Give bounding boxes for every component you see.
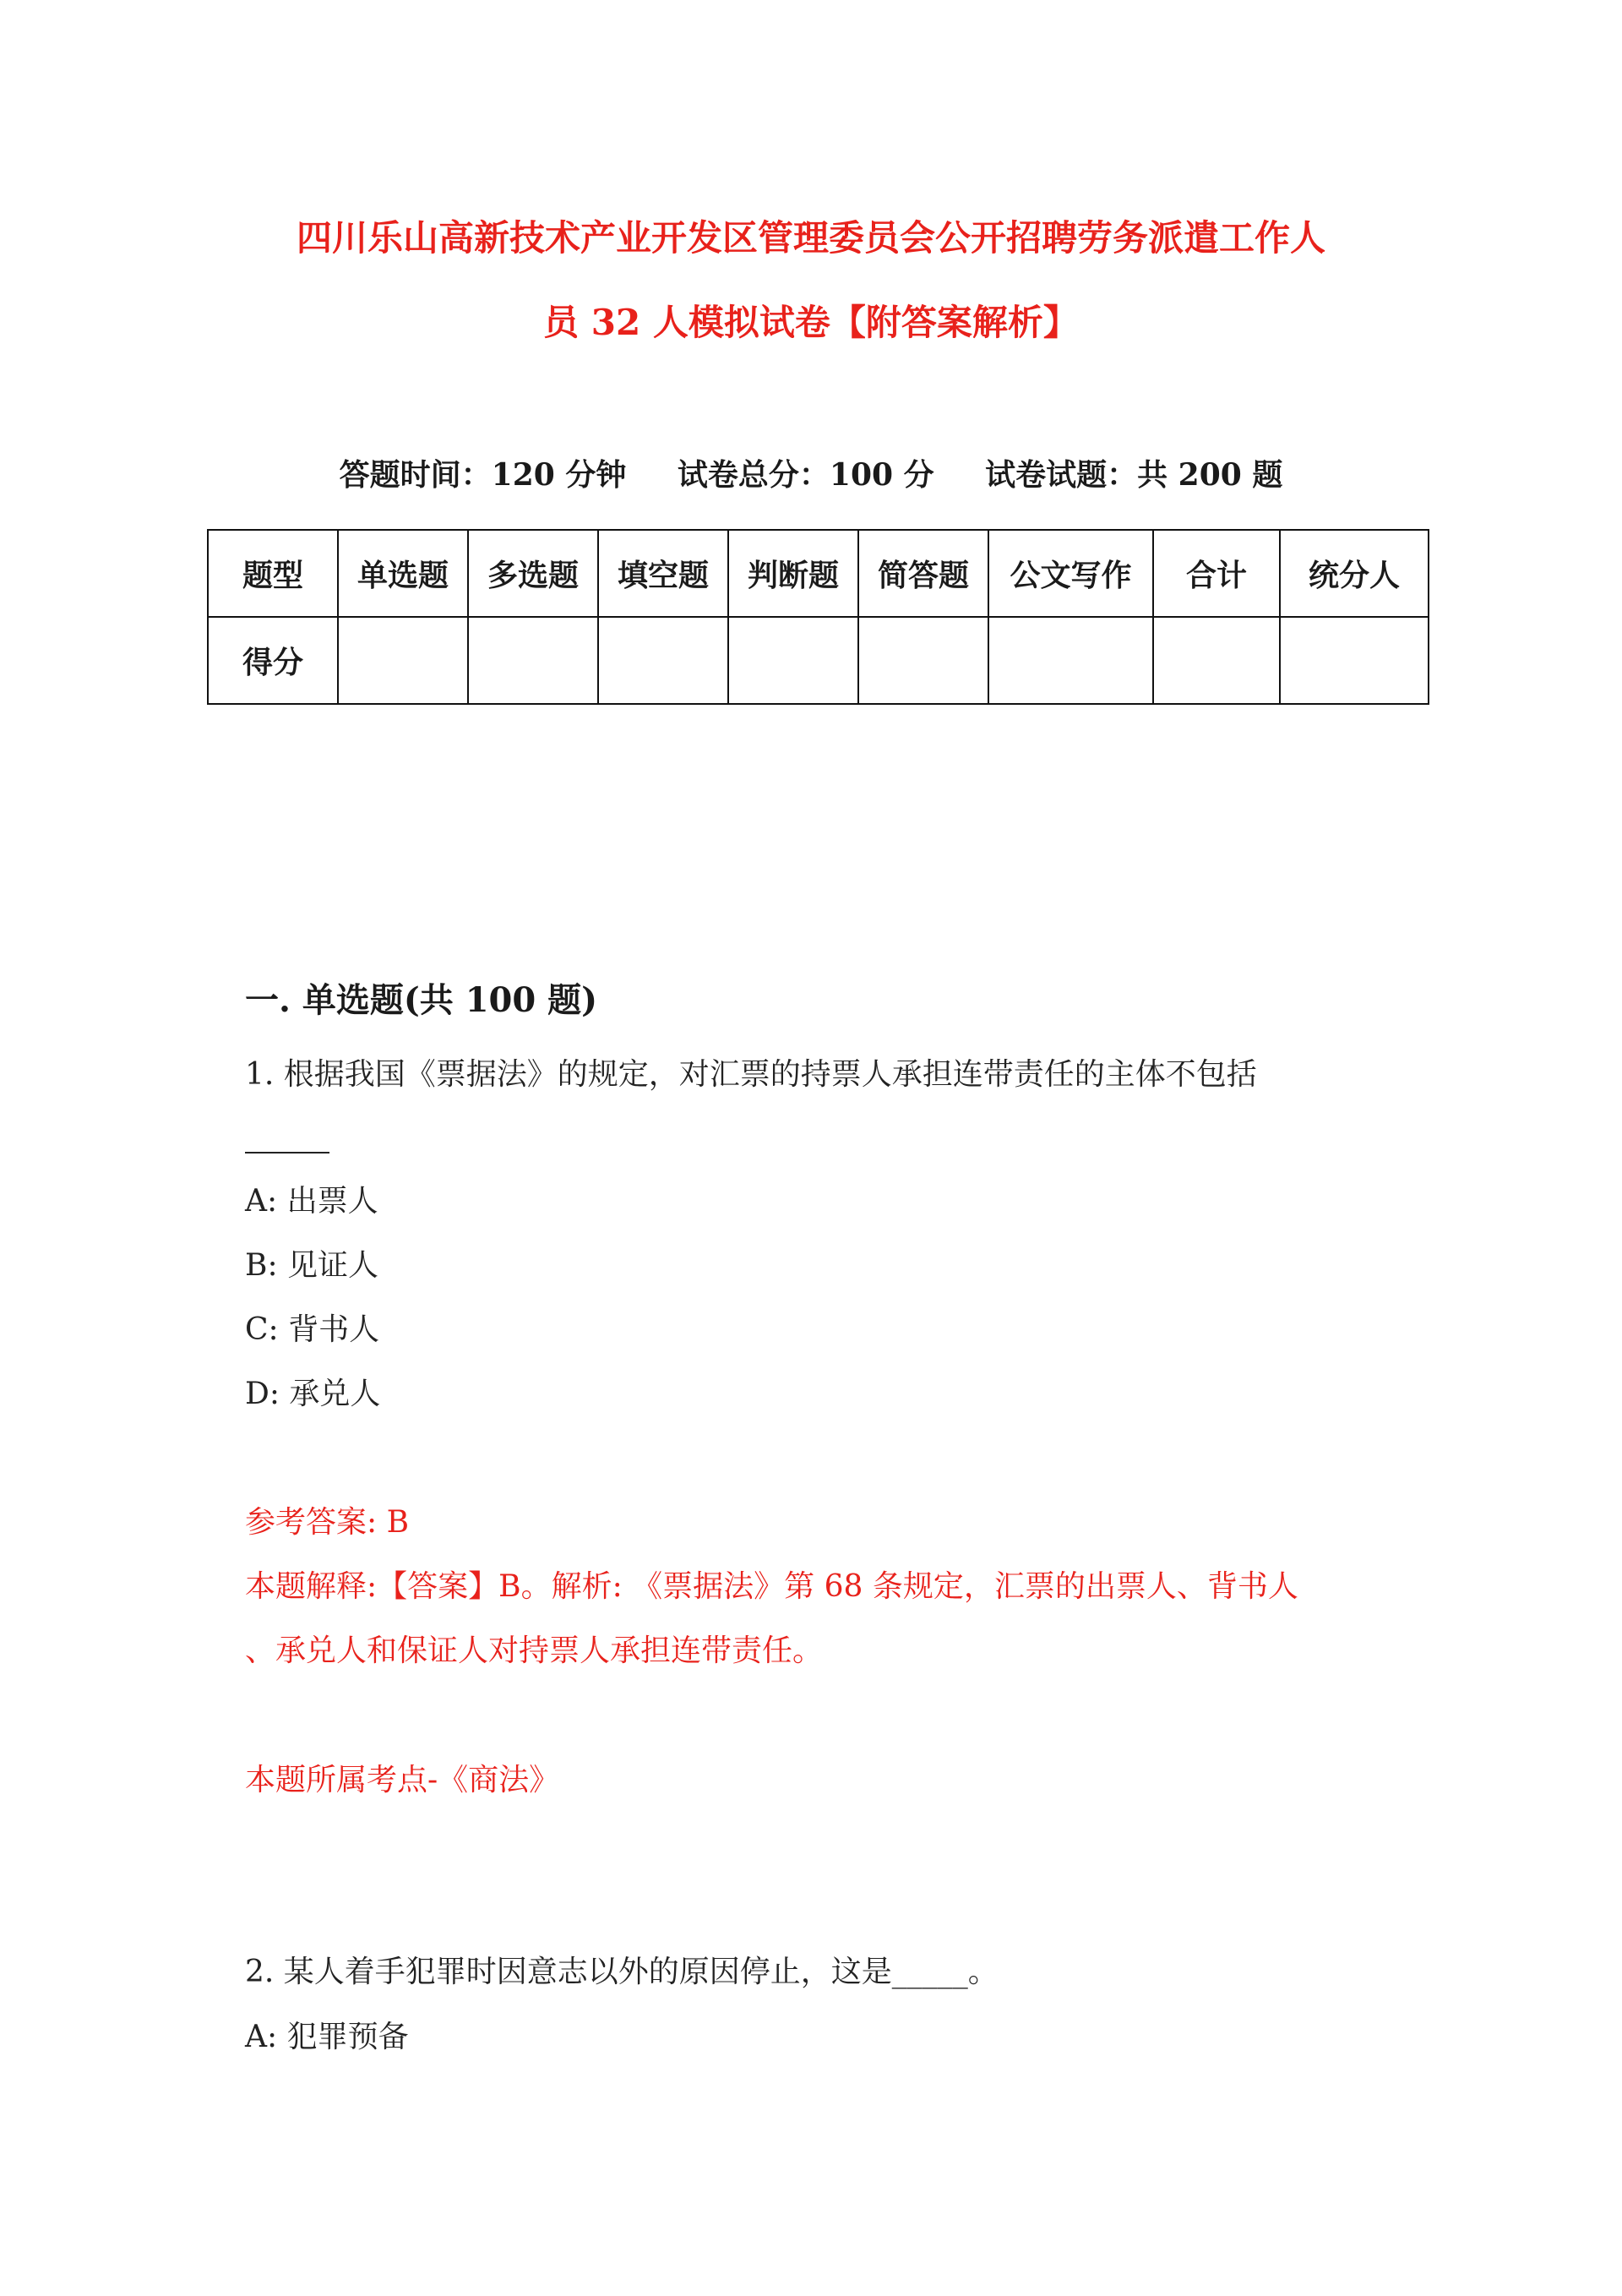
- exam-title-line1: 四川乐山高新技术产业开发区管理委员会公开招聘劳务派遣工作人: [296, 217, 1325, 259]
- question-1-option-c: C: 背书人: [245, 1312, 380, 1347]
- score-header-cell: 多选题: [468, 530, 598, 617]
- score-cell: [338, 617, 468, 704]
- score-table: [207, 529, 1429, 705]
- question-1-topic: 本题所属考点-《商法》: [245, 1763, 560, 1797]
- exam-total-score: 试卷总分：100 分: [677, 457, 934, 493]
- score-header-cell: 统分人: [1280, 530, 1429, 617]
- score-row-label: 得分: [208, 617, 338, 704]
- score-header-cell: 合计: [1153, 530, 1280, 617]
- question-1-answer: 参考答案: B: [245, 1505, 410, 1540]
- score-cell: [728, 617, 858, 704]
- score-cell: [988, 617, 1153, 704]
- score-header-cell: 单选题: [338, 530, 468, 617]
- score-cell: [1280, 617, 1429, 704]
- question-1-explanation-line2: 、承兑人和保证人对持票人承担连带责任。: [245, 1633, 824, 1668]
- score-header-cell: 公文写作: [988, 530, 1153, 617]
- score-cell: [1153, 617, 1280, 704]
- question-1-stem: 1. 根据我国《票据法》的规定，对汇票的持票人承担连带责任的主体不包括: [245, 1057, 1257, 1092]
- score-header-cell: 填空题: [598, 530, 728, 617]
- exam-time: 答题时间：120 分钟: [339, 457, 627, 493]
- score-header-cell: 题型: [208, 530, 338, 617]
- score-header-cell: 判断题: [728, 530, 858, 617]
- question-1-option-b: B: 见证人: [245, 1248, 379, 1283]
- exam-meta: [0, 456, 1622, 494]
- score-cell: [858, 617, 988, 704]
- question-2-option-a: A: 犯罪预备: [245, 2020, 409, 2054]
- score-cell: [468, 617, 598, 704]
- section-title: 一. 单选题(共 100 题): [245, 980, 598, 1020]
- exam-title-line2: 员 32 人模拟试卷【附答案解析】: [543, 302, 1079, 343]
- score-table-header-row: [208, 530, 1429, 617]
- score-table-score-row: [208, 617, 1429, 704]
- question-1-option-a: A: 出票人: [245, 1184, 378, 1219]
- question-2-stem: 2. 某人着手犯罪时因意志以外的原因停止，这是_____。: [245, 1955, 999, 1989]
- score-header-cell: 简答题: [858, 530, 988, 617]
- question-1-option-d: D: 承兑人: [245, 1377, 381, 1411]
- score-cell: [598, 617, 728, 704]
- question-1-blank: [245, 1152, 329, 1153]
- question-1-explanation-line1: 本题解释:【答案】B。解析: 《票据法》第 68 条规定，汇票的出票人、背书人: [245, 1569, 1298, 1604]
- exam-question-count: 试卷试题：共 200 题: [985, 457, 1283, 493]
